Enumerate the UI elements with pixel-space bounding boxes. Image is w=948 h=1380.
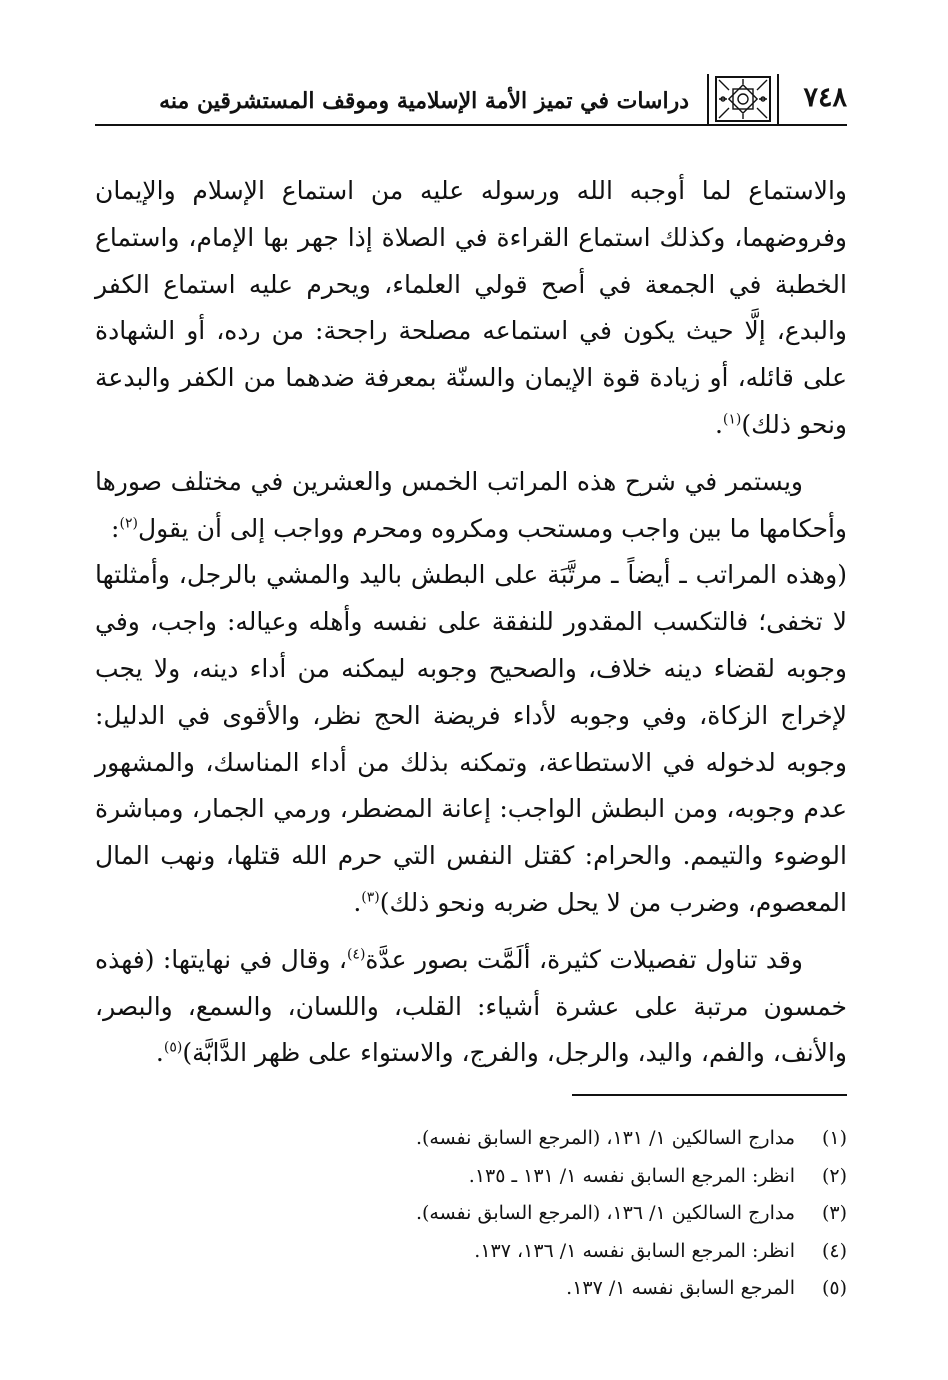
ornament-icon	[715, 76, 771, 122]
footnote-ref: (٤)	[346, 946, 366, 963]
footnote-separator	[572, 1094, 847, 1096]
footnote	[95, 1158, 847, 1196]
footnotes	[95, 1120, 847, 1308]
footnote-ref: (٣)	[361, 889, 380, 906]
header-rule	[95, 124, 847, 126]
footnote-number: (٥)	[821, 1277, 847, 1299]
footnote-text: مدارج السالكين ١/ ١٣١، (المرجع السابق نفسه).	[415, 1127, 795, 1149]
footnote-number: (٣)	[821, 1202, 847, 1224]
body-text	[95, 168, 847, 1077]
running-title: دراسات في تميز الأمة الإسلامية وموقف المستشرقين منه	[159, 88, 689, 114]
paragraph: والاستماع لما أوجبه الله ورسوله عليه من استماع الإسلام والإيمان وفروضهما، وكذلك استماع القراءة في الصلاة إذا جهر بها الإمام، واستماع الخطبة في الجمعة في أصح قولي العلماء، ويحرم عليه استماع الكفر والبدع، إلَّا حيث يكون في استماعه مصلحة راجحة: من رده، أو الشهادة على قائله، أو زيادة قوة الإيمان والسنّة بمعرفة ضدهما من الكفر والبدعة ونحو ذلك)$^{(١)}$.	[95, 176, 847, 439]
footnote	[95, 1120, 847, 1158]
header-divider	[777, 74, 779, 124]
quote-paragraph: (وهذه المراتب ـ أيضاً ـ مرتَّبَة على البطش باليد والمشي بالرجل، وأمثلتها لا تخفى؛ فالتكسب المقدور للنفقة على نفسه وأهله وعياله: واجب، وفي وجوبه لقضاء دينه خلاف، والصحيح وجوبه ليمكنه من أداء دينه، ولا يجب لإخراج الزكاة، وفي وجوبه لأداء فريضة الحج نظر، والأقوى في الدليل: وجوبه لدخوله في الاستطاعة، وتمكنه بذلك من أداء المناسك، والمشهور عدم وجوبه، ومن البطش الواجب: إعانة المضطر، ورمي الجمار، ومباشرة الوضوء والتيمم. والحرام: كقتل النفس التي حرم الله قتلها، ونهب المال المعصوم، وضرب من لا يحل ضربه ونحو ذلك)$^{(٣)}$.	[95, 560, 847, 917]
page-header	[95, 74, 847, 128]
header-divider	[707, 74, 709, 124]
footnote-number: (٢)	[821, 1164, 847, 1187]
footnote-number: (١)	[821, 1127, 847, 1149]
footnote-ref: (٥)	[163, 1040, 183, 1057]
page-number: ٧٤٨	[803, 82, 847, 113]
footnote	[95, 1195, 847, 1233]
footnote-text: مدارج السالكين ١/ ١٣٦، (المرجع السابق نفسه).	[415, 1202, 795, 1224]
footnote	[95, 1233, 847, 1271]
footnote	[95, 1270, 847, 1308]
paragraph: وقد تناول تفصيلات كثيرة، ألَمَّت بصور عدَّة$^{(٤)}$، وقال في نهايتها: (فهذه خمسون مرتبة على عشرة أشياء: القلب، واللسان، والسمع، والبصر، والأنف، والفم، واليد، والرجل، والفرج، والاستواء على ظهر الدَّابَّة)$^{(٥)}$.	[95, 944, 847, 1068]
footnote-number: (٤)	[821, 1239, 847, 1262]
footnote-text: انظر: المرجع السابق نفسه ١/ ١٣١ ـ ١٣٥.	[468, 1164, 795, 1187]
footnote-text: المرجع السابق نفسه ١/ ١٣٧.	[566, 1277, 795, 1299]
paragraph: ويستمر في شرح هذه المراتب الخمس والعشرين في مختلف صورها وأحكامها ما بين واجب ومستحب ومكروه ومحرم وواجب إلى أن يقول$^{(٢)}$:	[95, 466, 847, 543]
footnote-text: انظر: المرجع السابق نفسه ١/ ١٣٦، ١٣٧.	[474, 1239, 795, 1262]
footnote-ref: (١)	[722, 411, 742, 428]
footnote-ref: (٢)	[119, 515, 138, 532]
